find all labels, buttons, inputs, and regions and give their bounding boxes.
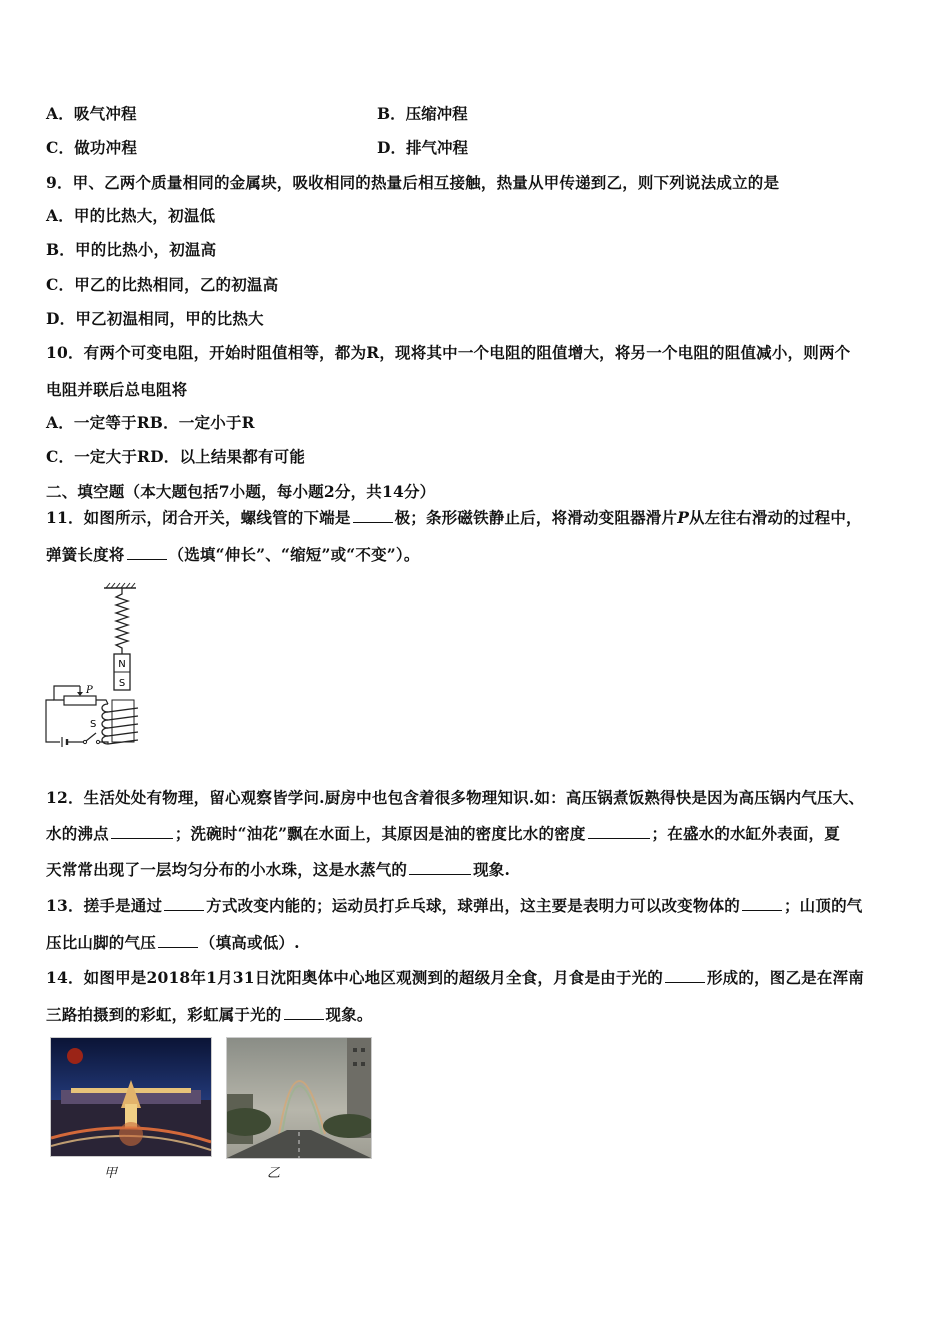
q13-text-c: ；山顶的气 xyxy=(783,896,863,915)
magnet-s-label: S xyxy=(118,678,126,689)
q12-blank-1 xyxy=(111,824,173,839)
q10-stem-line1: 10．有两个可变电阻，开始时阻值相等，都为R，现将其中一个电阻的阻值增大，将另一个电阻的阻值减小，则两个 xyxy=(46,343,851,362)
q14-text-a: 14．如图甲是2018年1月31日沈阳奥体中心地区观测到的超级月全食，月食是由于光的 xyxy=(46,968,663,987)
q14-blank-2 xyxy=(284,1005,324,1020)
magnet-n-label: N xyxy=(118,659,126,670)
switch-s-label: S xyxy=(90,719,97,730)
q14-text-b: 形成的，图乙是在浑南 xyxy=(706,968,864,987)
q13-blank-2 xyxy=(742,896,782,911)
photo-lunar-eclipse xyxy=(50,1037,212,1157)
q14-line1 xyxy=(46,966,864,988)
q12-blank-3 xyxy=(409,860,471,875)
solenoid-circuit-figure xyxy=(40,582,160,750)
q12-line1: 12．生活处处有物理，留心观察皆学问.厨房中也包含着很多物理知识.如：高压锅煮饭熟得快是因为高压锅内气压大、 xyxy=(46,788,865,807)
q13-line2 xyxy=(46,931,300,953)
q12-text-d: 天常常出现了一层均匀分布的小水珠，这是水蒸气的 xyxy=(46,860,408,879)
q8-option-b: B．压缩冲程 xyxy=(377,104,468,123)
q11-line2 xyxy=(46,543,420,565)
red-moon xyxy=(67,1048,83,1064)
q11-line1 xyxy=(46,506,862,528)
q14-line2 xyxy=(46,1003,373,1025)
q14-text-c: 三路拍摄到的彩虹，彩虹属于光的 xyxy=(46,1005,282,1024)
section-heading: 二、填空题（本大题包括7小题，每小题2分，共14分） xyxy=(46,482,436,501)
q14-text-d: 现象。 xyxy=(325,1005,373,1024)
q10-options-cd: C．一定大于RD．以上结果都有可能 xyxy=(46,447,306,466)
q13-text-b: 方式改变内能的；运动员打乒乓球，球弹出，这主要是表明力可以改变物体的 xyxy=(206,896,740,915)
q8-option-a: A．吸气冲程 xyxy=(46,104,137,123)
q12-line3 xyxy=(46,858,510,880)
slider-p-label: P xyxy=(86,685,93,696)
q11-text-e: （选填“伸长”、“缩短”或“不变”）。 xyxy=(168,545,420,564)
q10-stem-line2: 电阻并联后总电阻将 xyxy=(46,380,188,399)
caption-yi: 乙 xyxy=(267,1166,281,1181)
q12-line2 xyxy=(46,822,840,844)
q13-text-a: 13．搓手是通过 xyxy=(46,896,163,915)
solenoid-coil xyxy=(102,704,138,744)
q11-p-symbol: P xyxy=(677,508,690,527)
q11-text-b: 极；条形磁铁静止后，将滑动变阻器滑片 xyxy=(394,508,678,527)
q9-option-b: B．甲的比热小，初温高 xyxy=(46,240,217,259)
q11-text-c: 从左往右滑动的过程中， xyxy=(689,508,862,527)
q13-line1 xyxy=(46,894,863,916)
q13-text-e: （填高或低）. xyxy=(199,933,300,952)
q13-blank-3 xyxy=(158,933,198,948)
q9-option-a: A．甲的比热大，初温低 xyxy=(46,206,216,225)
solenoid-core xyxy=(112,700,134,742)
q11-blank-1 xyxy=(353,508,393,523)
q13-text-d: 压比山脚的气压 xyxy=(46,933,156,952)
q9-option-c: C．甲乙的比热相同，乙的初温高 xyxy=(46,275,279,294)
q13-blank-1 xyxy=(164,896,204,911)
q10-options-ab: A．一定等于RB．一定小于R xyxy=(46,413,255,432)
q8-option-d: D．排气冲程 xyxy=(377,138,468,157)
q11-text-a: 11．如图所示，闭合开关，螺线管的下端是 xyxy=(46,508,351,527)
q12-text-c: ；在盛水的水缸外表面，夏 xyxy=(651,824,840,843)
q12-text-a: 水的沸点 xyxy=(46,824,109,843)
q9-option-d: D．甲乙初温相同，甲的比热大 xyxy=(46,309,264,328)
q12-blank-2 xyxy=(588,824,650,839)
q12-text-e: 现象. xyxy=(473,860,511,879)
q9-stem: 9．甲、乙两个质量相同的金属块，吸收相同的热量后相互接触，热量从甲传递到乙，则下列说法成立的是 xyxy=(46,173,780,192)
photo-rainbow xyxy=(226,1037,372,1159)
spring xyxy=(116,588,128,654)
q8-option-c: C．做功冲程 xyxy=(46,138,138,157)
caption-jia: 甲 xyxy=(104,1166,118,1181)
q11-blank-2 xyxy=(127,545,167,560)
rheostat xyxy=(64,696,96,705)
q14-blank-1 xyxy=(665,968,705,983)
q11-text-d: 弹簧长度将 xyxy=(46,545,125,564)
q12-text-b: ；洗碗时“油花”飘在水面上，其原因是油的密度比水的密度 xyxy=(174,824,586,843)
